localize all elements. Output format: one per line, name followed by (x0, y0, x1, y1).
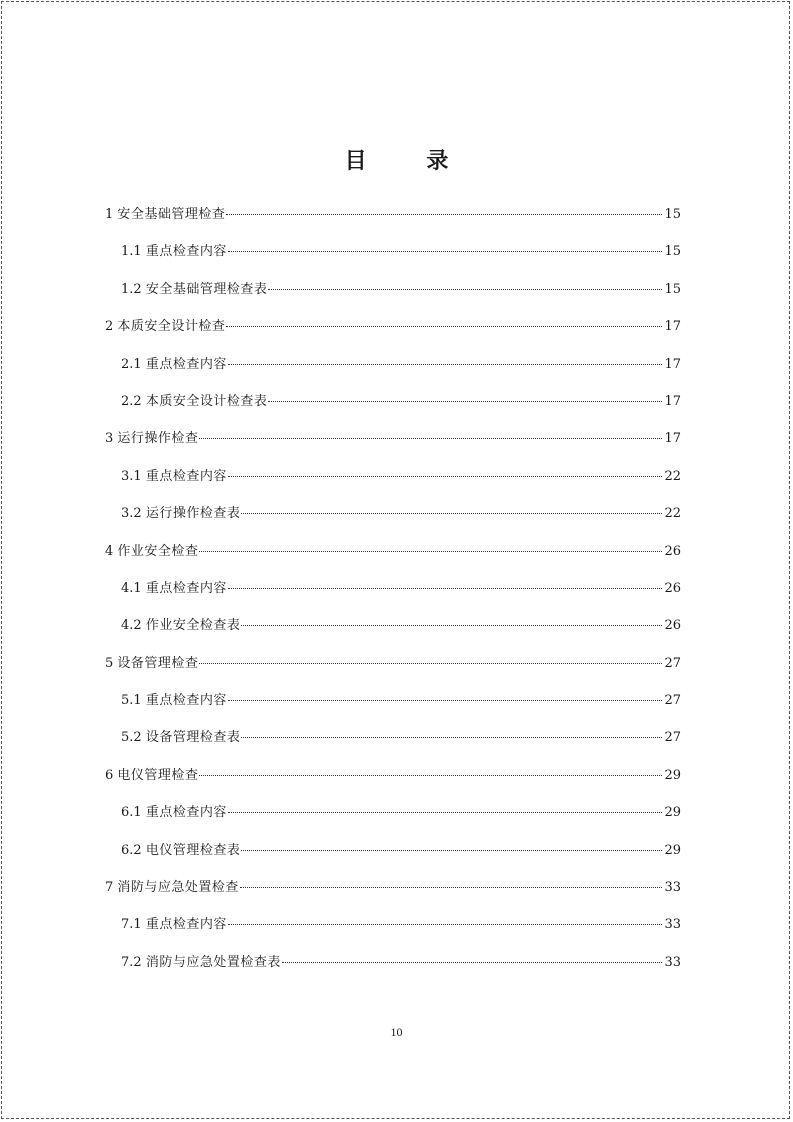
toc-entry[interactable] (105, 651, 681, 688)
toc-entry-page: 22 (664, 506, 681, 522)
toc-entry-title: 本质安全设计检查 (117, 319, 226, 335)
toc-entry[interactable] (105, 314, 681, 351)
toc-leader-dots (268, 289, 662, 290)
toc-leader-dots (228, 476, 663, 477)
toc-leader-dots (199, 551, 662, 552)
toc-entry-page: 33 (664, 880, 681, 896)
toc-entry-page: 27 (664, 693, 681, 709)
toc-entry-number: 2 (105, 319, 114, 335)
toc-entry-title: 作业安全检查表 (145, 618, 241, 634)
toc-entry-title: 消防与应急处置检查 (117, 880, 239, 896)
toc-entry-page: 33 (664, 954, 681, 970)
toc-entry-title: 运行操作检查 (117, 431, 199, 447)
toc-entry-page: 26 (664, 580, 681, 596)
toc-entry[interactable] (105, 912, 681, 949)
toc-entry-number: 4.2 (121, 618, 142, 634)
toc-entry-title: 安全基础管理检查 (117, 207, 226, 222)
toc-entry-page: 15 (664, 207, 681, 222)
toc-entry-number: 1 (105, 207, 114, 222)
toc-leader-dots (228, 924, 663, 925)
toc-entry-number: 2.1 (121, 356, 142, 372)
toc-entry-number: 5 (105, 655, 114, 671)
toc-entry[interactable] (105, 239, 681, 276)
toc-entry-title: 重点检查内容 (145, 468, 227, 484)
toc-entry[interactable] (105, 725, 681, 762)
toc-entry[interactable] (105, 950, 681, 987)
toc-leader-dots (241, 513, 662, 514)
toc-entry[interactable] (105, 838, 681, 875)
toc-leader-dots (228, 812, 663, 813)
toc-entry-title: 重点检查内容 (145, 244, 227, 260)
toc-entry-number: 7.2 (121, 954, 142, 970)
toc-leader-dots (228, 588, 663, 589)
toc-entry-number: 3 (105, 431, 114, 447)
toc-entry[interactable] (105, 763, 681, 800)
toc-entry-page: 15 (664, 244, 681, 260)
toc-entry[interactable] (105, 501, 681, 538)
toc-entry-title: 设备管理检查 (117, 655, 199, 671)
toc-entry-number: 1.1 (121, 244, 142, 260)
toc-entry-number: 7.1 (121, 917, 142, 933)
toc-entry[interactable] (105, 576, 681, 613)
toc-entry[interactable] (105, 352, 681, 389)
toc-entry-title: 电仪管理检查 (117, 767, 199, 783)
toc-entry[interactable] (105, 464, 681, 501)
toc-entry-number: 3.1 (121, 468, 142, 484)
toc-entry-page: 22 (664, 468, 681, 484)
toc-entry-page: 27 (664, 655, 681, 671)
toc-entry-number: 1.2 (121, 281, 142, 297)
toc-entry-page: 33 (664, 917, 681, 933)
toc-entry[interactable] (105, 688, 681, 725)
toc-entry-number: 4.1 (121, 580, 142, 596)
toc-leader-dots (199, 663, 662, 664)
toc-entry-title: 重点检查内容 (145, 805, 227, 821)
toc-leader-dots (226, 214, 662, 215)
toc-leader-dots (228, 700, 663, 701)
toc-entry-page: 27 (664, 730, 681, 746)
toc-entry-title: 本质安全设计检查表 (145, 393, 268, 409)
toc-entry[interactable] (105, 202, 681, 239)
toc-entry-number: 3.2 (121, 506, 142, 522)
toc-entry[interactable] (105, 389, 681, 426)
page-number: 10 (390, 1025, 403, 1039)
toc-entry[interactable] (105, 426, 681, 463)
toc-entry-number: 7 (105, 880, 114, 896)
toc-leader-dots (268, 401, 662, 402)
toc-leader-dots (241, 737, 662, 738)
toc-entry-number: 6.1 (121, 805, 142, 821)
toc-entry[interactable] (105, 277, 681, 314)
toc-leader-dots (282, 962, 663, 963)
toc-leader-dots (228, 364, 663, 365)
toc-entry-number: 4 (105, 543, 114, 559)
toc-title: 目 录 (344, 149, 475, 174)
toc-entry-number: 5.1 (121, 693, 142, 709)
toc-entry-page: 29 (664, 767, 681, 783)
toc-list (105, 202, 681, 987)
toc-entry[interactable] (105, 539, 681, 576)
toc-entry-title: 消防与应急处置检查表 (145, 954, 281, 970)
toc-entry-page: 17 (664, 356, 681, 372)
toc-entry[interactable] (105, 875, 681, 912)
toc-entry-page: 15 (664, 281, 681, 297)
toc-leader-dots (199, 775, 662, 776)
toc-entry-title: 重点检查内容 (145, 917, 227, 933)
toc-entry-number: 2.2 (121, 393, 142, 409)
toc-entry[interactable] (105, 800, 681, 837)
toc-entry-page: 26 (664, 543, 681, 559)
toc-leader-dots (240, 887, 663, 888)
toc-leader-dots (226, 326, 662, 327)
toc-entry-page: 29 (664, 842, 681, 858)
toc-entry-title: 作业安全检查 (117, 543, 199, 559)
toc-entry-title: 重点检查内容 (145, 693, 227, 709)
toc-entry[interactable] (105, 613, 681, 650)
toc-entry-title: 安全基础管理检查表 (145, 281, 268, 297)
toc-entry-title: 重点检查内容 (145, 580, 227, 596)
toc-entry-page: 17 (664, 319, 681, 335)
toc-entry-title: 电仪管理检查表 (145, 842, 241, 858)
toc-entry-title: 设备管理检查表 (145, 730, 241, 746)
toc-entry-page: 26 (664, 618, 681, 634)
toc-leader-dots (241, 625, 662, 626)
toc-entry-title: 运行操作检查表 (145, 506, 241, 522)
toc-entry-page: 17 (664, 431, 681, 447)
toc-entry-page: 29 (664, 805, 681, 821)
toc-entry-number: 6 (105, 767, 114, 783)
toc-entry-title: 重点检查内容 (145, 356, 227, 372)
toc-leader-dots (199, 438, 662, 439)
toc-leader-dots (228, 251, 663, 252)
toc-entry-number: 5.2 (121, 730, 142, 746)
toc-leader-dots (241, 850, 662, 851)
toc-entry-number: 6.2 (121, 842, 142, 858)
toc-entry-page: 17 (664, 393, 681, 409)
